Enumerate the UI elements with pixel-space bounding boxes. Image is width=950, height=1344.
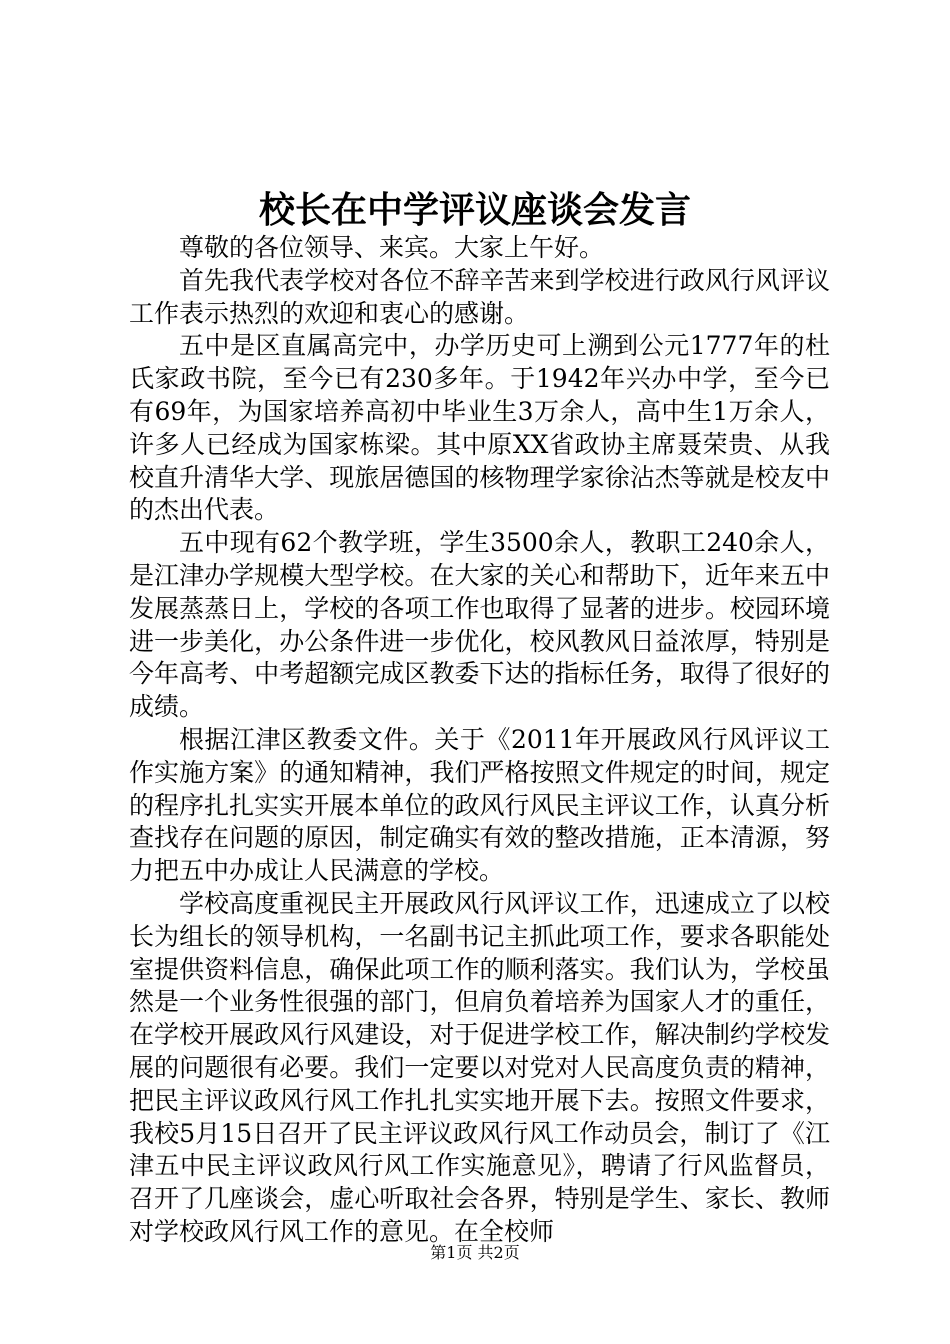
document-title: 校长在中学评议座谈会发言 xyxy=(258,189,691,231)
page-number-footer: 第1页 共2页 xyxy=(430,1243,520,1262)
document-body xyxy=(129,232,830,1249)
paragraph-work-arrangement: 学校高度重视民主开展政风行风评议工作，迅速成立了以校长为组长的领导机构，一名副书记主抓此项工作，要求各职能处室提供资料信息，确保此项工作的顺利落实。我们认为，学校虽然是一个业务性很强的部门，但肩负着培养为国家人才的重任，在学校开展政风行风建设，对于促进学校工作，解决制约学校发展的问题很有必要。我们一定要以对党对人民高度负责的精神，把民主评议政风行风工作扎扎实实地开展下去。按照文件要求，我校5月15日召开了民主评议政风行风工作动员会，制订了《江津五中民主评议政风行风工作实施意见》，聘请了行风监督员，召开了几座谈会，虚心听取社会各界，特别是学生、家长、教师对学校政风行风工作的意见。在全校师 xyxy=(129,888,830,1246)
paragraph-welcome: 首先我代表学校对各位不辞辛苦来到学校进行政风行风评议工作表示热烈的欢迎和衷心的感谢。 xyxy=(129,265,830,328)
paragraph-current-status: 五中现有62个教学班，学生3500余人，教职工240余人，是江津办学规模大型学校。在大家的关心和帮助下，近年来五中发展蒸蒸日上，学校的各项工作也取得了显著的进步。校园环境进一步美化，办公条件进一步优化，校风教风日益浓厚，特别是今年高考、中考超额完成区教委下达的指标任务，取得了很好的成绩。 xyxy=(129,528,830,722)
paragraph-history: 五中是区直属高完中，办学历史可上溯到公元1777年的杜氏家政书院，至今已有230多年。于1942年兴办中学，至今已有69年，为国家培养高初中毕业生3万余人，高中生1万余人，许多人已经成为国家栋梁。其中原XX省政协主席聂荣贵、从我校直升清华大学、现旅居德国的核物理学家徐沾杰等就是校友中的杰出代表。 xyxy=(129,331,830,525)
paragraph-directive: 根据江津区教委文件。关于《2011年开展政风行风评议工作实施方案》的通知精神，我们严格按照文件规定的时间，规定的程序扎扎实实开展本单位的政风行风民主评议工作，认真分析查找存在问题的原因，制定确实有效的整改措施，正本清源，努力把五中办成让人民满意的学校。 xyxy=(129,724,830,886)
paragraph-greeting: 尊敬的各位领导、来宾。大家上午好。 xyxy=(179,233,605,262)
